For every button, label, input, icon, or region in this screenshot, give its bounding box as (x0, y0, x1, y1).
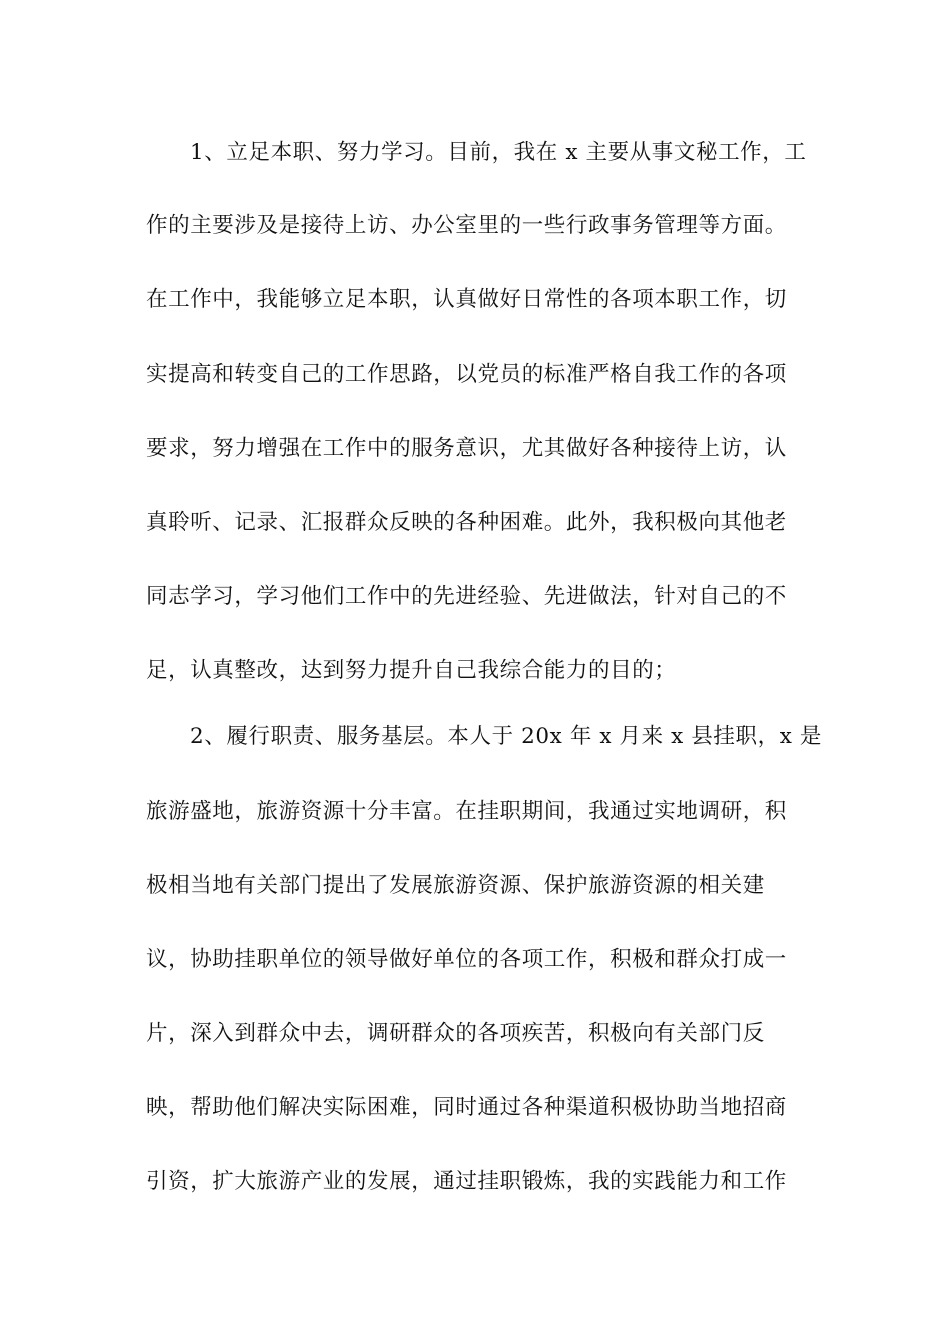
paragraph-1-line-4: 实提高和转变自己的工作思路，以党员的标准严格自我工作的各项 (146, 362, 787, 387)
paragraph-2-line-3: 极相当地有关部门提出了发展旅游资源、保护旅游资源的相关建 (146, 873, 765, 898)
paragraph-2-line-4: 议，协助挂职单位的领导做好单位的各项工作，积极和群众打成一 (146, 947, 787, 972)
paragraph-2-line-5: 片，深入到群众中去，调研群众的各项疾苦，积极向有关部门反 (146, 1021, 765, 1046)
paragraph-1-line-5: 要求，努力增强在工作中的服务意识，尤其做好各种接待上访，认 (146, 436, 787, 461)
paragraph-1-line-3: 在工作中，我能够立足本职，认真做好日常性的各项本职工作，切 (146, 287, 787, 312)
paragraph-1-line-7: 同志学习，学习他们工作中的先进经验、先进做法，针对自己的不 (146, 584, 787, 609)
paragraph-2-line-7: 引资，扩大旅游产业的发展，通过挂职锻炼，我的实践能力和工作 (146, 1169, 787, 1194)
paragraph-1-line-8: 足，认真整改，达到努力提升自己我综合能力的目的； (146, 658, 677, 683)
paragraph-2-line-2: 旅游盛地，旅游资源十分丰富。在挂职期间，我通过实地调研，积 (146, 799, 787, 824)
paragraph-1-line-1: 1、立足本职、努力学习。目前，我在 x 主要从事文秘工作，工 (190, 140, 807, 165)
paragraph-1-line-6: 真聆听、记录、汇报群众反映的各种困难。此外，我积极向其他老 (146, 510, 787, 535)
paragraph-2-line-6: 映，帮助他们解决实际困难，同时通过各种渠道积极协助当地招商 (146, 1095, 787, 1120)
paragraph-1-line-2: 作的主要涉及是接待上访、办公室里的一些行政事务管理等方面。 (146, 213, 787, 238)
paragraph-2-line-1: 2、履行职责、服务基层。本人于 20x 年 x 月来 x 县挂职，x 是 (190, 724, 822, 749)
